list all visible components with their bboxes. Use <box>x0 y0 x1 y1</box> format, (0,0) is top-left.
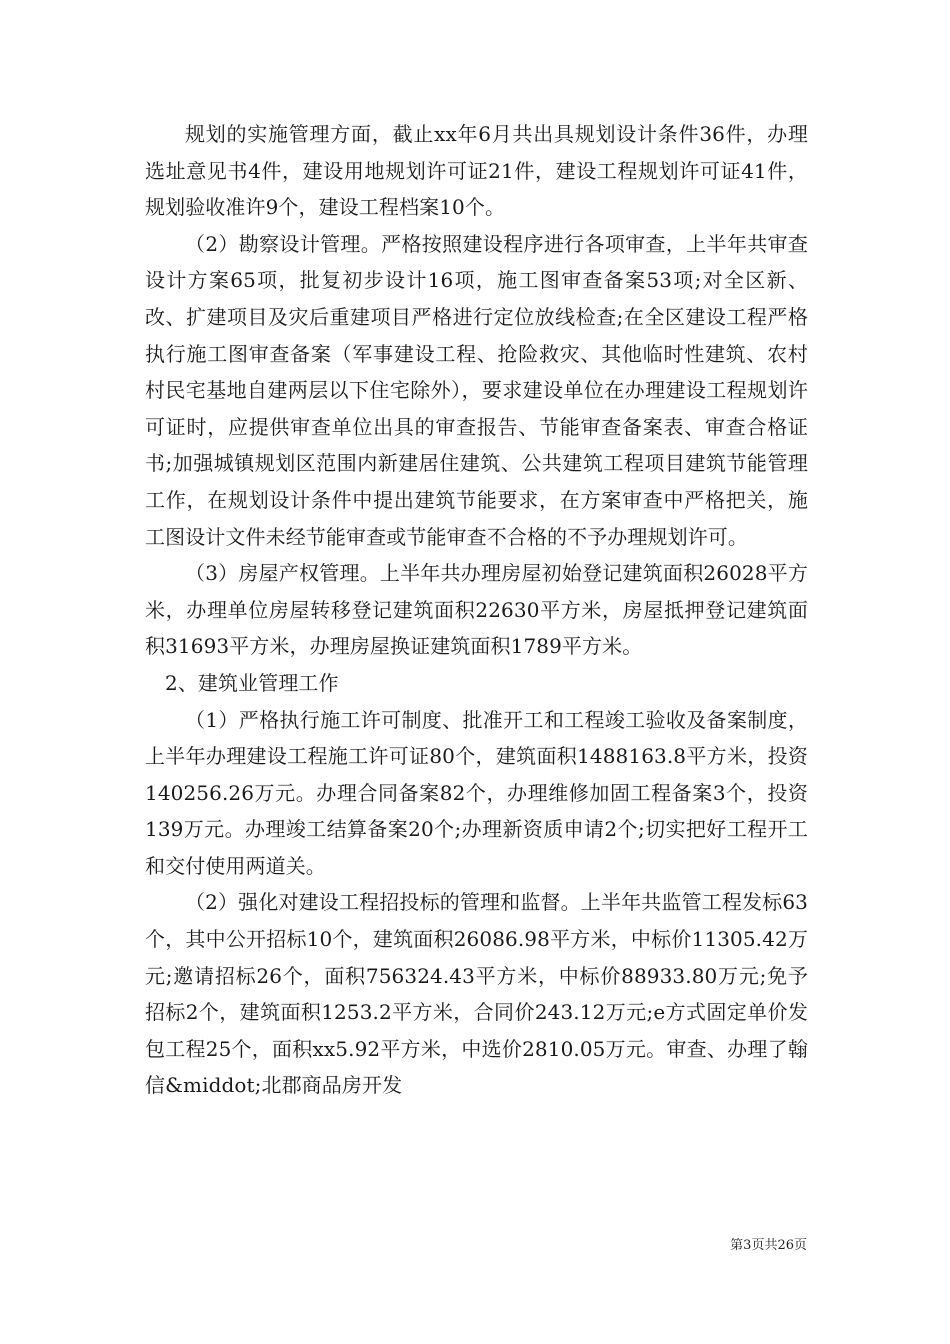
section-heading-construction: 2、建筑业管理工作 <box>165 670 339 695</box>
paragraph-bidding: （2）强化对建设工程招投标的管理和监督。上半年共监管工程发标63个，其中公开招标10个，建筑面积26086.98平方米，中标价11305.42万元;邀请招标26个，面积756324.43平方米，中标价88933.80万元;免予招标2个，建筑面积1253.2平方米，合同价243.12万元;e方式固定单价发包工程25个，面积xx5.92平方米，中选价2810.05万元。审查、办理了翰信&middot;北郡商品房开发 <box>145 890 808 1098</box>
paragraph-property-rights: （3）房屋产权管理。上半年共办理房屋初始登记建筑面积26028平方米，办理单位房屋转移登记建筑面积22630平方米，房屋抵押登记建筑面积31693平方米，办理房屋换证建筑面积1789平方米。 <box>145 561 808 659</box>
page-number-footer: 第3页共26页 <box>730 1238 807 1253</box>
document-body <box>145 116 808 1104</box>
paragraph-planning: 规划的实施管理方面，截止xx年6月共出具规划设计条件36件，办理选址意见书4件，建设用地规划许可证21件，建设工程规划许可证41件，规划验收准许9个，建设工程档案10个。 <box>145 122 808 220</box>
paragraph-construction-permits: （1）严格执行施工许可制度、批准开工和工程竣工验收及备案制度，上半年办理建设工程施工许可证80个，建筑面积1488163.8平方米，投资140256.26万元。办理合同备案82个，办理维修加固工程备案3个，投资139万元。办理竣工结算备案20个;办理新资质申请2个;切实把好工程开工和交付使用两道关。 <box>145 707 808 878</box>
paragraph-survey-design: （2）勘察设计管理。严格按照建设程序进行各项审查，上半年共审查设计方案65项，批复初步设计16项，施工图审查备案53项;对全区新、改、扩建项目及灾后重建项目严格进行定位放线检查;在全区建设工程严格执行施工图审查备案（军事建设工程、抢险救灾、其他临时性建筑、农村村民宅基地自建两层以下住宅除外），要求建设单位在办理建设工程规划许可证时，应提供审查单位出具的审查报告、节能审查备案表、审查合格证书;加强城镇规划区范围内新建居住建筑、公共建筑工程项目建筑节能管理工作，在规划设计条件中提出建筑节能要求，在方案审查中严格把关，施工图设计文件未经节能审查或节能审查不合格的不予办理规划许可。 <box>145 231 808 549</box>
